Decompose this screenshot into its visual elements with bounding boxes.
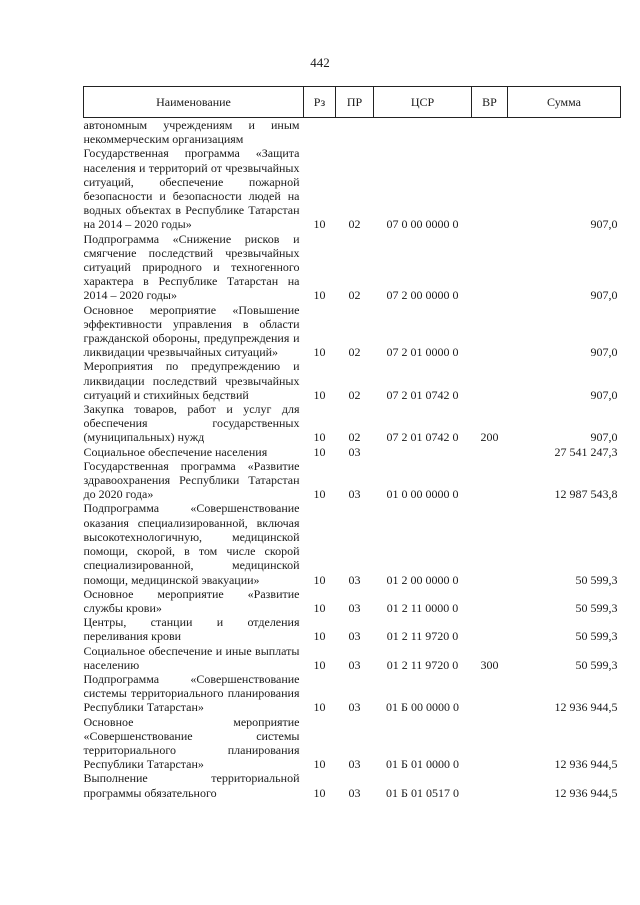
row-sum: 12 936 944,5: [554, 700, 618, 715]
row-vr: [472, 615, 508, 643]
row-csr: [374, 118, 472, 147]
row-csr: 01 Б 01 0517 0: [386, 785, 459, 800]
row-pr: 03: [348, 785, 361, 800]
budget-table: [83, 86, 621, 800]
row-csr: 01 2 11 9720 0: [386, 657, 459, 672]
row-pr: 02: [348, 288, 361, 303]
row-name: Подпрограмма «Совершенствование системы территориального планирования Республики Татарстан»: [83, 671, 300, 715]
row-pr: 02: [348, 345, 361, 360]
row-rz: 10: [313, 572, 326, 587]
table-row: [84, 615, 621, 643]
row-sum: 907,0: [590, 387, 618, 402]
row-csr: 07 2 01 0000 0: [386, 345, 459, 360]
row-vr: [472, 118, 508, 147]
row-name: Центры, станции и отделения переливания крови: [83, 615, 300, 644]
row-vr: 200: [480, 430, 499, 445]
row-csr: 01 2 11 9720 0: [386, 629, 459, 644]
header-name: Наименование: [84, 87, 304, 118]
table-body: [84, 118, 621, 800]
row-name: Основное мероприятие «Совершенствование системы территориального планирования Республики Татарстан»: [83, 714, 300, 772]
row-sum: 50 599,3: [575, 629, 618, 644]
row-rz: 10: [313, 345, 326, 360]
row-csr: 01 0 00 0000 0: [386, 487, 459, 502]
row-csr: [374, 445, 472, 459]
row-rz: 10: [313, 657, 326, 672]
row-vr: 300: [480, 657, 499, 672]
table-row: [84, 445, 621, 459]
row-name: Основное мероприятие «Повышение эффективности управления в области гражданской обороны, предупреждения и ликвидации чрезвычайных ситуаций»: [83, 302, 300, 360]
row-sum: 907,0: [590, 345, 618, 360]
row-pr: 03: [348, 657, 361, 672]
row-vr: [472, 232, 508, 303]
row-csr: 01 2 00 0000 0: [386, 572, 459, 587]
row-sum: 907,0: [590, 217, 618, 232]
row-rz: 10: [313, 217, 326, 232]
row-sum: 907,0: [590, 288, 618, 303]
row-pr: 03: [348, 629, 361, 644]
table-row: [84, 715, 621, 772]
row-pr: 03: [348, 444, 361, 459]
table-row: [84, 644, 621, 672]
row-name: Социальное обеспечение и иные выплаты населению: [83, 643, 300, 672]
row-pr: 03: [348, 700, 361, 715]
header-pr: ПР: [336, 87, 374, 118]
row-vr: [472, 672, 508, 715]
row-sum: [508, 118, 621, 147]
row-name: Подпрограмма «Снижение рисков и смягчение последствий чрезвычайных ситуаций природного и техногенного характера в Республике Татарстан на 2014 – 2020 годы»: [83, 231, 300, 303]
row-pr: 02: [348, 217, 361, 232]
table-row: [84, 359, 621, 402]
row-sum: 50 599,3: [575, 572, 618, 587]
row-sum: 50 599,3: [575, 600, 618, 615]
row-vr: [472, 459, 508, 502]
row-vr: [472, 715, 508, 772]
row-csr: 07 0 00 0000 0: [386, 217, 459, 232]
row-vr: [472, 146, 508, 231]
row-pr: 03: [348, 757, 361, 772]
row-name: Основное мероприятие «Развитие службы крови»: [83, 586, 300, 615]
table-row: [84, 303, 621, 360]
row-pr: 03: [348, 600, 361, 615]
table-row: [84, 587, 621, 615]
row-pr: [336, 118, 374, 147]
row-vr: [472, 445, 508, 459]
row-vr: [472, 587, 508, 615]
row-sum: 50 599,3: [575, 657, 618, 672]
row-vr: [472, 501, 508, 586]
row-pr: 02: [348, 387, 361, 402]
row-csr: 07 2 01 0742 0: [386, 387, 459, 402]
row-csr: 01 2 11 0000 0: [386, 600, 459, 615]
row-name: автономным учреждениям и иным некоммерческим организациям: [83, 118, 300, 147]
row-rz: [304, 118, 336, 147]
row-csr: 01 Б 01 0000 0: [386, 757, 459, 772]
row-sum: 12 936 944,5: [554, 785, 618, 800]
row-rz: 10: [313, 444, 326, 459]
row-rz: 10: [313, 430, 326, 445]
row-vr: [472, 771, 508, 799]
table-row: [84, 501, 621, 586]
row-csr: 07 2 01 0742 0: [386, 430, 459, 445]
row-name: Государственная программа «Защита населения и территорий от чрезвычайных ситуаций, обеспечение пожарной безопасности и безопасности людей на водных объектах в Республике Татарстан на 2014 – 2020 годы»: [83, 146, 300, 232]
row-name: Государственная программа «Развитие здравоохранения Республики Татарстан до 2020 года»: [83, 458, 300, 502]
table-row: [84, 118, 621, 147]
header-csr: ЦСР: [374, 87, 472, 118]
table-row: [84, 146, 621, 231]
row-rz: 10: [313, 387, 326, 402]
header-vr: ВР: [472, 87, 508, 118]
table-row: [84, 672, 621, 715]
row-sum: 12 987 543,8: [554, 487, 618, 502]
row-rz: 10: [313, 629, 326, 644]
row-name: Мероприятия по предупреждению и ликвидации последствий чрезвычайных ситуаций и стихийных бедствий: [83, 359, 300, 402]
row-vr: [472, 303, 508, 360]
row-sum: 907,0: [590, 430, 618, 445]
row-name: Выполнение территориальной программы обязательного: [83, 771, 300, 800]
table-row: [84, 771, 621, 799]
row-csr: 01 Б 00 0000 0: [386, 700, 459, 715]
row-sum: 27 541 247,3: [554, 444, 618, 459]
row-rz: 10: [313, 785, 326, 800]
page-number: 442: [310, 55, 330, 70]
table-row: [84, 459, 621, 502]
table-header: [84, 87, 621, 118]
row-rz: 10: [313, 757, 326, 772]
row-sum: 12 936 944,5: [554, 757, 618, 772]
table-row: [84, 232, 621, 303]
row-rz: 10: [313, 600, 326, 615]
row-name: Закупка товаров, работ и услуг для обеспечения государственных (муниципальных) нужд: [83, 402, 300, 445]
row-rz: 10: [313, 487, 326, 502]
row-pr: 02: [348, 430, 361, 445]
row-rz: 10: [313, 700, 326, 715]
row-pr: 03: [348, 572, 361, 587]
header-rz: Рз: [304, 87, 336, 118]
row-name: Подпрограмма «Совершенствование оказания специализированной, включая высокотехнологичную, медицинской помощи, скорой, в том числе скорой специализированной, медицинской помощи, медицинской эвакуации»: [83, 501, 300, 587]
header-sum: Сумма: [508, 87, 621, 118]
row-rz: 10: [313, 288, 326, 303]
table-row: [84, 402, 621, 445]
row-pr: 03: [348, 487, 361, 502]
row-vr: [472, 359, 508, 402]
row-csr: 07 2 00 0000 0: [386, 288, 459, 303]
row-name: Социальное обеспечение населения: [83, 444, 268, 459]
